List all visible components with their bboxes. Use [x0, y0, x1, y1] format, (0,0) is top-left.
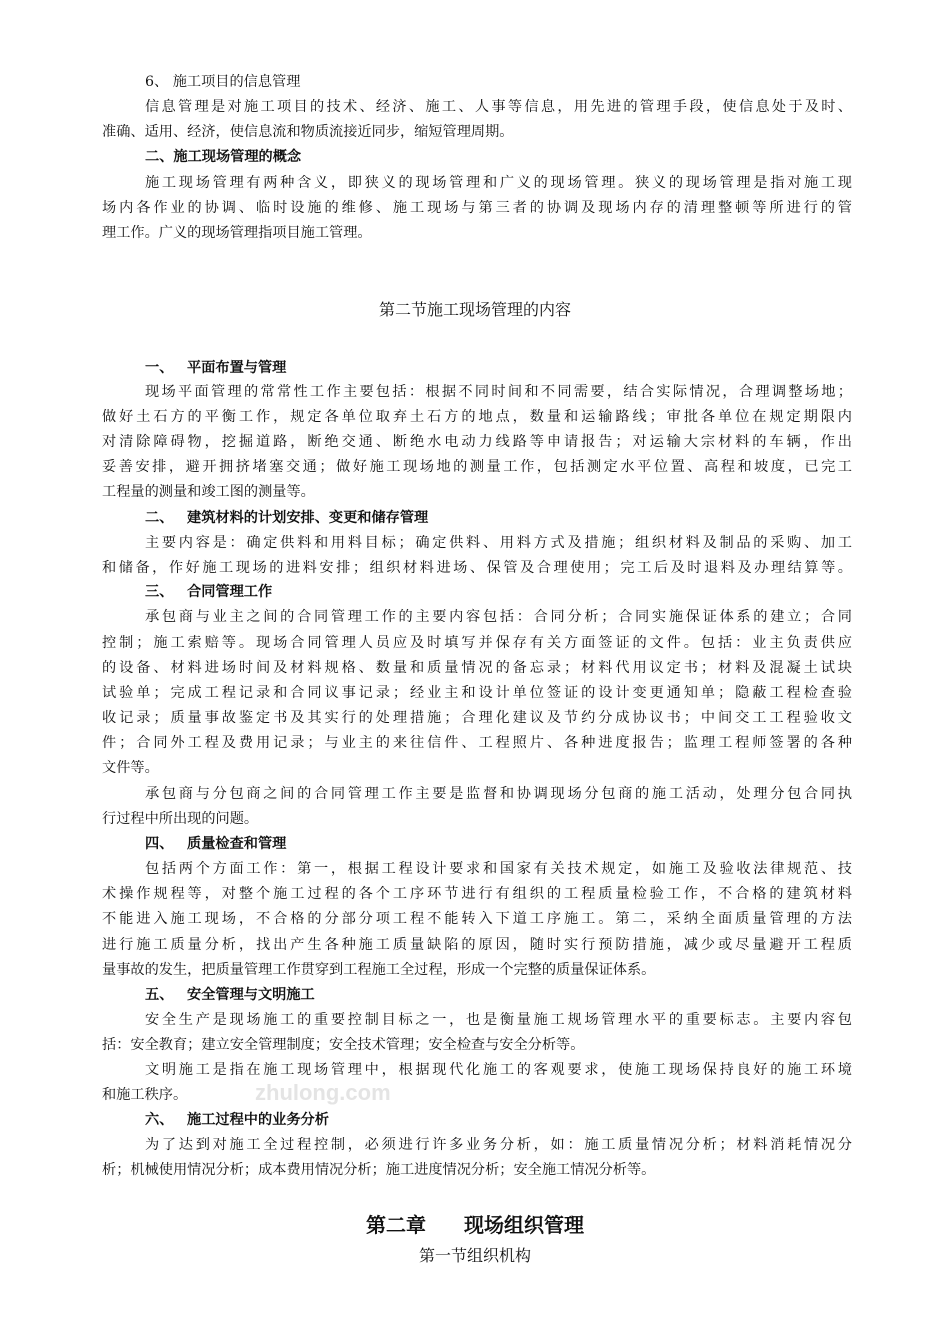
heading-number: 四、	[145, 836, 174, 852]
paragraph-line: 施工现场管理有两种含义，即狭义的现场管理和广义的现场管理。狭义的现场管理是指对施工现	[145, 175, 852, 191]
paragraph-line: 信息管理是对施工项目的技术、经济、施工、人事等信息，用先进的管理手段，使信息处于及时、	[145, 99, 852, 115]
paragraph-line: 量事故的发生，把质量管理工作贯穿到工程施工全过程，形成一个完整的质量保证体系。	[102, 962, 656, 978]
heading-5	[145, 985, 315, 1005]
chapter-number: 第二章	[366, 1213, 426, 1237]
heading-1	[145, 358, 286, 378]
heading-title: 安全管理与文明施工	[187, 987, 315, 1003]
paragraph-line: 不能进入施工现场，不合格的分部分项工程不能转入下道工序施工。第二，采纳全面质量管理的方法	[102, 911, 852, 927]
paragraph-line: 收记录；质量事故鉴定书及其实行的处理措施；合理化建议及节约分成协议书；中间交工工程验收文	[102, 710, 852, 726]
heading-title: 平面布置与管理	[187, 360, 287, 376]
paragraph-line: 析；机械使用情况分析；成本费用情况分析；施工进度情况分析；安全施工情况分析等。	[102, 1162, 656, 1178]
heading-number: 五、	[145, 987, 174, 1003]
paragraph-line: 行过程中所出现的问题。	[102, 811, 259, 827]
paragraph-line: 件；合同外工程及费用记录；与业主的来往信件、工程照片、各种进度报告；监理工程师签署的各种	[102, 735, 852, 751]
paragraph-line: 为了达到对施工全过程控制，必须进行许多业务分析，如：施工质量情况分析；材料消耗情况分	[145, 1137, 852, 1153]
paragraph-line: 现场平面管理的常常性工作主要包括：根据不同时间和不同需要，结合实际情况，合理调整场地；	[145, 384, 852, 400]
heading-title: 质量检查和管理	[187, 836, 287, 852]
item-6-heading	[145, 72, 300, 92]
paragraph-line: 承包商与业主之间的合同管理工作的主要内容包括：合同分析；合同实施保证体系的建立；合同	[145, 609, 852, 625]
paragraph-line: 工程量的测量和竣工图的测量等。	[102, 484, 315, 500]
watermark: zhulong.com	[255, 1080, 391, 1105]
item-6-number: 6、	[145, 74, 169, 90]
paragraph-line: 的设备、材料进场时间及材料规格、数量和质量情况的备忘录；材料代用议定书；材料及混凝土试块	[102, 660, 852, 676]
heading-title: 建筑材料的计划安排、变更和储存管理	[187, 510, 429, 526]
chapter-section-title: 第一节组织机构	[418, 1246, 531, 1265]
heading-title: 施工过程中的业务分析	[187, 1112, 329, 1128]
paragraph-line: 控制；施工索赔等。现场合同管理人员应及时填写并保存有关方面签证的文件。包括：业主负责供应	[102, 635, 852, 651]
paragraph-line: 文明施工是指在施工现场管理中，根据现代化施工的客观要求，使施工现场保持良好的施工环境	[145, 1062, 852, 1078]
heading-number: 六、	[145, 1112, 174, 1128]
concept-heading: 二、施工现场管理的概念	[145, 149, 302, 165]
paragraph-line: 理工作。广义的现场管理指项目施工管理。	[102, 225, 372, 241]
heading-number: 三、	[145, 584, 174, 600]
paragraph-line: 试验单；完成工程记录和合同议事记录；经业主和设计单位签证的设计变更通知单；隐蔽工程检查验	[102, 685, 852, 701]
paragraph-line: 对清除障碍物，挖掘道路，断绝交通、断绝水电动力线路等申请报告；对运输大宗材料的车辆，作出	[102, 434, 852, 450]
paragraph-line: 文件等。	[102, 760, 159, 776]
paragraph-line: 和施工秩序。	[102, 1087, 188, 1103]
heading-number: 二、	[145, 510, 174, 526]
paragraph-line: 括：安全教育；建立安全管理制度；安全技术管理；安全检查与安全分析等。	[102, 1037, 585, 1053]
paragraph-line: 做好土石方的平衡工作，规定各单位取弃土石方的地点，数量和运输路线；审批各单位在规定期限内	[102, 409, 852, 425]
heading-number: 一、	[145, 360, 174, 376]
paragraph-line: 主要内容是：确定供料和用料目标；确定供料、用料方式及措施；组织材料及制品的采购、加工	[145, 535, 852, 551]
section-title: 第二节施工现场管理的内容	[378, 300, 571, 319]
chapter-title	[0, 1212, 950, 1238]
paragraph-line: 包括两个方面工作：第一，根据工程设计要求和国家有关技术规定，如施工及验收法律规范、技	[145, 861, 852, 877]
paragraph-line: 承包商与分包商之间的合同管理工作主要是监督和协调现场分包商的施工活动，处理分包合同执	[145, 786, 852, 802]
paragraph-line: 安全生产是现场施工的重要控制目标之一，也是衡量施工规场管理水平的重要标志。主要内容包	[145, 1012, 852, 1028]
paragraph-line: 和储备，作好施工现场的进料安排；组织材料进场、保管及合理使用；完工后及时退料及办理结算等。	[102, 560, 852, 576]
paragraph-line: 进行施工质量分析，找出产生各种施工质量缺陷的原因，随时实行预防措施，减少或尽量避开工程质	[102, 937, 852, 953]
heading-title: 合同管理工作	[187, 584, 273, 600]
paragraph-line: 妥善安排，避开拥挤堵塞交通；做好施工现场地的测量工作，包括测定水平位置、高程和坡度，已完工	[102, 459, 852, 475]
heading-3	[145, 582, 272, 602]
heading-2	[145, 508, 428, 528]
heading-4	[145, 834, 286, 854]
heading-6	[145, 1110, 329, 1130]
paragraph-line: 术操作规程等，对整个施工过程的各个工序环节进行有组织的工程质量检验工作，不合格的建筑材料	[102, 886, 852, 902]
paragraph-line: 准确、适用、经济，使信息流和物质流接近同步，缩短管理周期。	[102, 124, 514, 140]
chapter-name: 现场组织管理	[464, 1213, 584, 1237]
item-6-title: 施工项目的信息管理	[172, 74, 301, 90]
paragraph-line: 场内各作业的协调、临时设施的维修、施工现场与第三者的协调及现场内存的清理整顿等所进行的管	[102, 200, 852, 216]
